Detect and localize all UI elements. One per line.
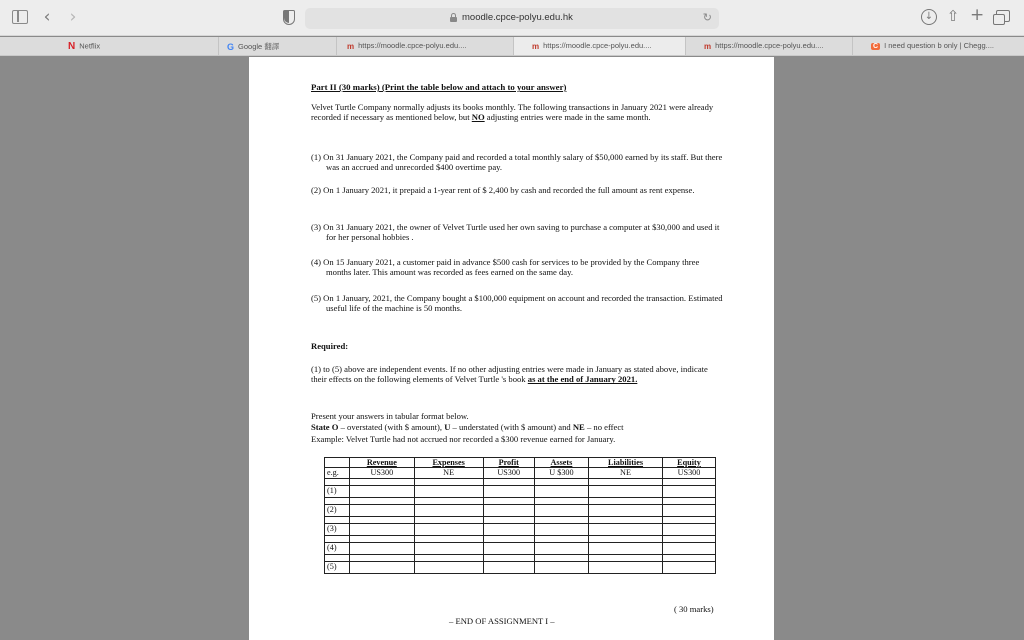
intro-paragraph: Velvet Turtle Company normally adjusts its books monthly. The following transactions in January 2021 were already recorded if necessary as mentioned below, but NO adjusting entries were made in the same month. — [311, 102, 714, 123]
end-of-assignment: – END OF ASSIGNMENT I – — [449, 616, 555, 626]
tab-moodle-2[interactable]: m https://moodle.cpce-polyu.edu.... — [513, 37, 685, 55]
moodle-favicon-icon: m — [347, 41, 355, 51]
table-cell: US300 — [350, 468, 415, 479]
table-cell: US300 — [483, 468, 534, 479]
lock-icon — [450, 13, 457, 22]
row-label: e.g. — [325, 468, 350, 479]
table-corner — [325, 458, 350, 468]
table-cell: NE — [414, 468, 483, 479]
google-translate-favicon-icon: G — [227, 42, 235, 53]
table-cell: US300 — [662, 468, 715, 479]
total-marks: ( 30 marks) — [674, 604, 714, 614]
transaction-item: (4) On 15 January 2021, a customer paid in advance $500 cash for services to be provided by the Company three months later. This amount was recorded as fees earned on the same day. — [311, 257, 700, 278]
transaction-item: (5) On 1 January, 2021, the Company bought a $100,000 equipment on account and recorded the transaction. Estimated useful life of the machine is 50 months. — [311, 293, 723, 314]
reload-icon[interactable]: ↻ — [702, 11, 712, 24]
table-header-row — [325, 458, 716, 468]
table-row — [325, 505, 716, 517]
transaction-item: (3) On 31 January 2021, the owner of Velvet Turtle used her own saving to purchase a computer at $30,000 and used it for her personal hobbies . — [311, 222, 720, 243]
column-header: Equity — [662, 458, 715, 468]
row-label: (3) — [325, 524, 350, 536]
example-text: Example: Velvet Turtle had not accrued nor recorded a $300 revenue earned for January. — [311, 434, 616, 444]
tab-moodle-1[interactable]: m https://moodle.cpce-polyu.edu.... — [336, 37, 513, 55]
privacy-shield-icon[interactable] — [283, 10, 295, 25]
moodle-favicon-icon: m — [532, 41, 540, 51]
part-title: Part II (30 marks) (Print the table below and attach to your answer) — [311, 82, 567, 92]
table-row — [325, 562, 716, 574]
state-legend: State O – overstated (with $ amount), U – understated (with $ amount) and NE – no effect — [311, 422, 624, 432]
address-url: moodle.cpce-polyu.edu.hk — [462, 12, 573, 23]
required-text: (1) to (5) above are independent events. If no other adjusting entries were made in January as stated above, indicate their effects on the following elements of Velvet Turtle 's book as at the end of January 2021. — [311, 364, 708, 385]
tab-moodle-3[interactable]: m https://moodle.cpce-polyu.edu.... — [685, 37, 852, 55]
downloads-icon[interactable]: ↓ — [921, 9, 937, 25]
document-page — [249, 57, 774, 640]
chegg-favicon-icon: C — [873, 42, 879, 50]
table-cell: U $300 — [534, 468, 588, 479]
address-bar[interactable] — [305, 8, 719, 29]
answer-table — [324, 457, 716, 574]
forward-icon[interactable]: › — [69, 7, 77, 27]
column-header: Liabilities — [589, 458, 663, 468]
back-icon[interactable]: ‹ — [43, 7, 51, 27]
tab-overview-icon[interactable] — [996, 10, 1010, 22]
netflix-favicon-icon: N — [68, 41, 76, 52]
present-instruction: Present your answers in tabular format below. — [311, 411, 469, 421]
new-tab-icon[interactable]: + — [970, 5, 985, 25]
moodle-favicon-icon: m — [704, 41, 712, 51]
row-label: (4) — [325, 543, 350, 555]
share-icon[interactable]: ⇧ — [946, 7, 960, 25]
row-label: (1) — [325, 486, 350, 498]
tab-netflix[interactable]: N Netflix — [68, 41, 101, 52]
column-header: Revenue — [350, 458, 415, 468]
sidebar-toggle-icon[interactable] — [12, 10, 28, 24]
transaction-item: (1) On 31 January 2021, the Company paid and recorded a total monthly salary of $50,000 earned by its staff. But there was an accrued and unrecorded $400 overtime pay. — [311, 152, 723, 173]
transaction-item: (2) On 1 January 2021, it prepaid a 1-year rent of $ 2,400 by cash and recorded the full amount as rent expense. — [311, 185, 695, 195]
tab-bar — [0, 37, 1024, 56]
table-row-example — [325, 468, 716, 479]
browser-toolbar — [0, 0, 1024, 36]
table-row — [325, 543, 716, 555]
table-row — [325, 486, 716, 498]
column-header: Assets — [534, 458, 588, 468]
table-row — [325, 524, 716, 536]
row-label: (5) — [325, 562, 350, 574]
column-header: Profit — [483, 458, 534, 468]
tab-google-translate[interactable]: G Google 翻譯 — [218, 37, 336, 55]
required-heading: Required: — [311, 341, 349, 351]
tab-chegg[interactable]: C I need question b only | Chegg.... — [852, 37, 1024, 55]
table-cell: NE — [589, 468, 663, 479]
assignment-document — [249, 57, 774, 640]
row-label: (2) — [325, 505, 350, 517]
column-header: Expenses — [414, 458, 483, 468]
